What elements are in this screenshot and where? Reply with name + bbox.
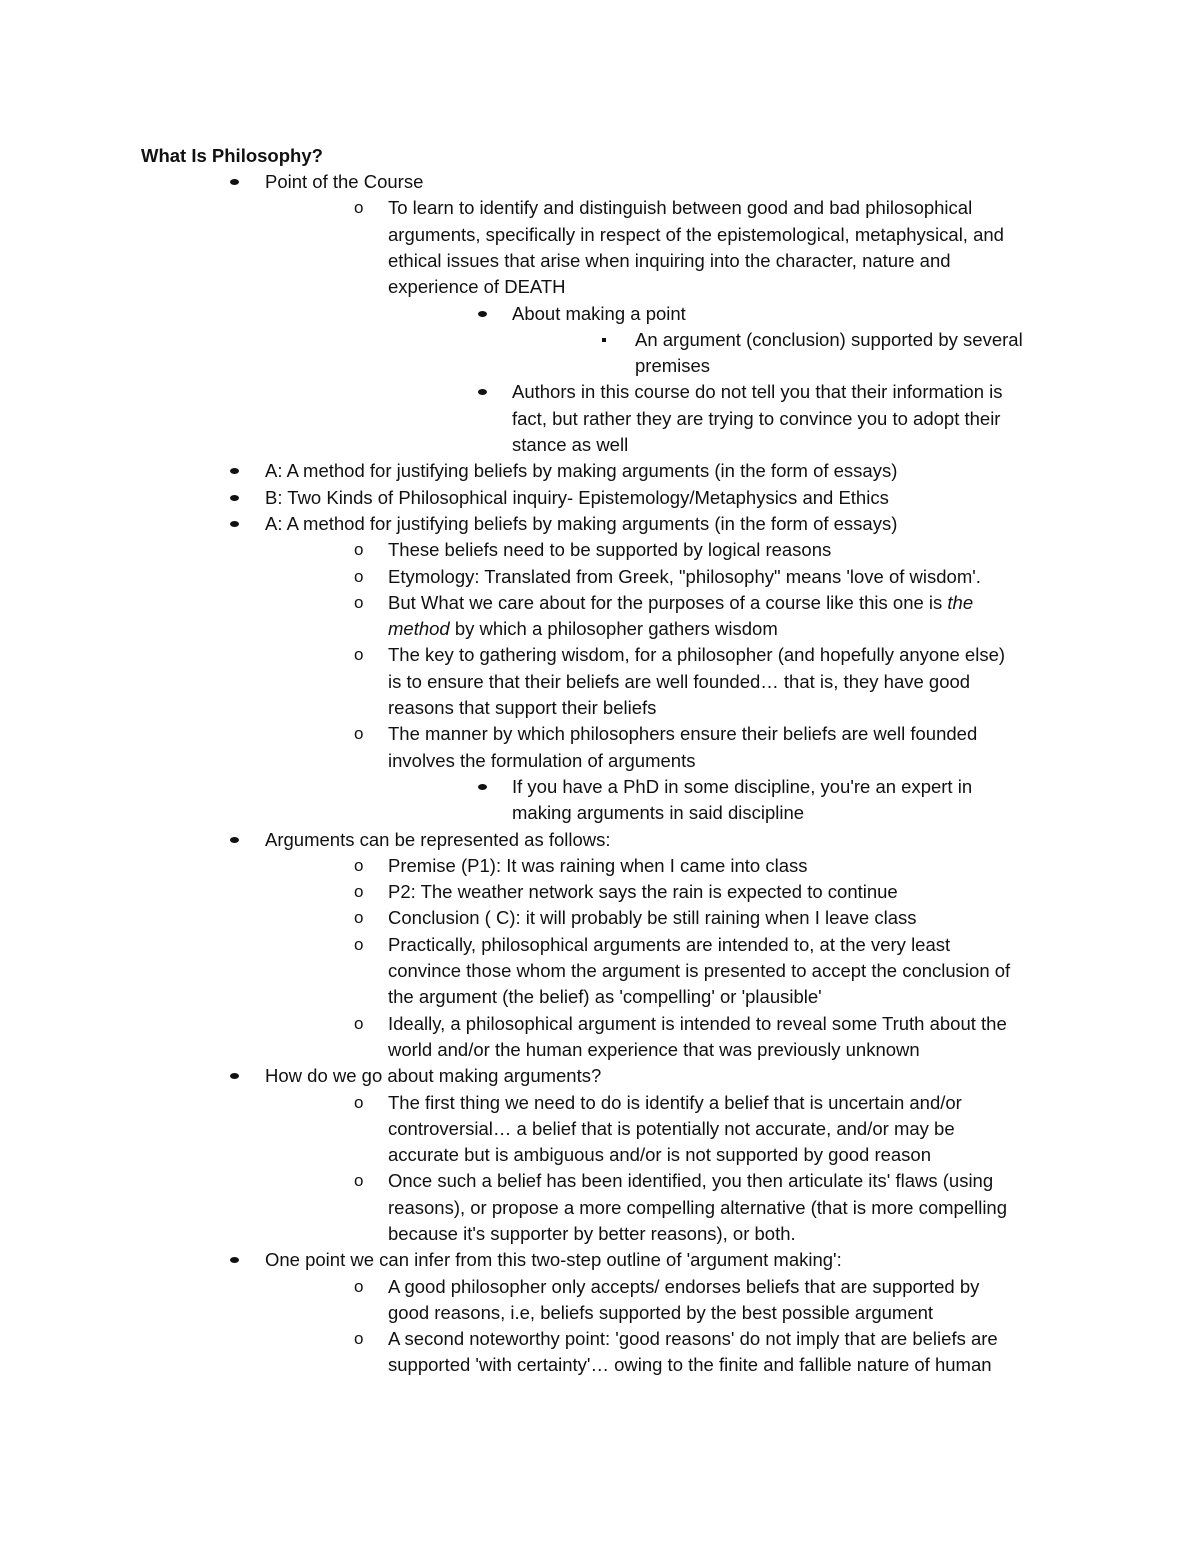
circle-bullet-icon: o xyxy=(354,724,364,744)
list-item-text: These beliefs need to be supported by logical reasons xyxy=(388,539,832,561)
circle-bullet-icon: o xyxy=(354,1092,364,1112)
circle-bullet-icon: o xyxy=(354,592,364,612)
list-item-text: A second noteworthy point: 'good reasons' do not imply that are beliefs are xyxy=(388,1328,998,1350)
dot-bullet-icon xyxy=(478,389,487,395)
list-item-text: method by which a philosopher gathers wisdom xyxy=(388,618,778,640)
list-item-text: supported 'with certainty'… owing to the finite and fallible nature of human xyxy=(388,1354,992,1376)
list-item-text: reasons that support their beliefs xyxy=(388,696,657,718)
page-title: What Is Philosophy? xyxy=(141,145,323,166)
list-item-text: A: A method for justifying beliefs by making arguments (in the form of essays) xyxy=(265,460,898,482)
list-item-text: The manner by which philosophers ensure their beliefs are well founded xyxy=(388,723,978,745)
circle-bullet-icon: o xyxy=(354,1276,364,1296)
list-item xyxy=(354,1090,962,1169)
list-item-text: involves the formulation of arguments xyxy=(388,749,696,771)
circle-bullet-icon: o xyxy=(354,855,364,875)
circle-bullet-icon: o xyxy=(354,1171,364,1191)
circle-bullet-icon: o xyxy=(354,566,364,586)
list-item-text: A: A method for justifying beliefs by making arguments (in the form of essays) xyxy=(265,512,898,534)
list-item-text: making arguments in said discipline xyxy=(512,802,805,824)
list-item-text: arguments, specifically in respect of the epistemological, metaphysical, and xyxy=(388,223,1004,245)
dot-bullet-icon xyxy=(230,495,239,501)
list-item xyxy=(635,327,1023,380)
dot-bullet-icon xyxy=(478,311,487,317)
list-item-text: If you have a PhD in some discipline, you're an expert in xyxy=(512,775,973,797)
list-item-text: The first thing we need to do is identify a belief that is uncertain and/or xyxy=(388,1091,962,1113)
list-item-text: Premise (P1): It was raining when I came into class xyxy=(388,854,808,876)
list-item-text: Once such a belief has been identified, you then articulate its' flaws (using xyxy=(388,1170,994,1192)
list-item xyxy=(354,537,832,563)
list-item xyxy=(265,1247,842,1273)
list-item xyxy=(265,511,897,537)
list-item xyxy=(265,458,897,484)
list-item xyxy=(354,1168,1008,1247)
list-item-text: To learn to identify and distinguish between good and bad philosophical xyxy=(388,197,973,219)
list-item-text: Arguments can be represented as follows: xyxy=(265,828,611,850)
list-item xyxy=(512,301,686,327)
list-item xyxy=(354,564,981,590)
list-item-text: convince those whom the argument is presented to accept the conclusion of xyxy=(388,959,1011,981)
list-item xyxy=(512,379,1003,458)
circle-bullet-icon: o xyxy=(354,540,364,560)
list-item xyxy=(354,721,978,774)
list-item-text: premises xyxy=(635,355,711,377)
list-item xyxy=(512,774,972,827)
list-item xyxy=(354,590,974,643)
list-item-text: stance as well xyxy=(512,433,629,455)
list-item-text: ethical issues that arise when inquiring into the character, nature and xyxy=(388,249,951,271)
list-item xyxy=(354,642,1006,721)
list-item-text: Ideally, a philosophical argument is intended to reveal some Truth about the xyxy=(388,1012,1007,1034)
circle-bullet-icon: o xyxy=(354,1329,364,1349)
list-item-text: An argument (conclusion) supported by several xyxy=(635,328,1023,350)
list-item-text: because it's supporter by better reasons), or both. xyxy=(388,1222,796,1244)
list-item xyxy=(354,1326,998,1379)
dot-bullet-icon xyxy=(230,837,239,843)
circle-bullet-icon: o xyxy=(354,882,364,902)
list-item xyxy=(354,853,808,879)
list-item-text: reasons), or propose a more compelling alternative (that is more compelling xyxy=(388,1196,1008,1218)
list-item-text: P2: The weather network says the rain is expected to continue xyxy=(388,881,898,903)
list-item xyxy=(354,932,1011,1011)
circle-bullet-icon: o xyxy=(354,645,364,665)
dot-bullet-icon xyxy=(230,468,239,474)
list-item-text: A good philosopher only accepts/ endorses beliefs that are supported by xyxy=(388,1275,980,1297)
list-item-text: How do we go about making arguments? xyxy=(265,1065,602,1087)
dot-bullet-icon xyxy=(230,179,239,185)
list-item xyxy=(265,485,889,511)
list-item-text: accurate but is ambiguous and/or is not supported by good reason xyxy=(388,1144,932,1166)
dot-bullet-icon xyxy=(230,521,239,527)
list-item-text: Authors in this course do not tell you that their information is xyxy=(512,381,1003,403)
list-item xyxy=(354,1274,980,1327)
list-item-text: B: Two Kinds of Philosophical inquiry- Epistemology/Metaphysics and Ethics xyxy=(265,486,889,508)
list-item-text: About making a point xyxy=(512,302,686,324)
list-item-text: The key to gathering wisdom, for a philosopher (and hopefully anyone else) xyxy=(388,644,1006,666)
circle-bullet-icon: o xyxy=(354,198,364,218)
dot-bullet-icon xyxy=(230,1257,239,1263)
list-item xyxy=(354,905,917,931)
list-item-text: Conclusion ( C): it will probably be still raining when I leave class xyxy=(388,907,917,929)
list-item-text: experience of DEATH xyxy=(388,276,566,298)
dot-bullet-icon xyxy=(478,784,487,790)
list-item-text: good reasons, i.e, beliefs supported by the best possible argument xyxy=(388,1301,934,1323)
list-item-text: is to ensure that their beliefs are well founded… that is, they have good xyxy=(388,670,971,692)
list-item-text: world and/or the human experience that was previously unknown xyxy=(388,1038,920,1060)
list-item-text: Practically, philosophical arguments are intended to, at the very least xyxy=(388,933,951,955)
circle-bullet-icon: o xyxy=(354,1013,364,1033)
list-item-text: the argument (the belief) as 'compelling' or 'plausible' xyxy=(388,986,822,1008)
list-item xyxy=(354,879,898,905)
list-item xyxy=(265,827,611,853)
list-item-text: One point we can infer from this two-step outline of 'argument making': xyxy=(265,1249,842,1271)
list-item xyxy=(354,1011,1007,1064)
circle-bullet-icon: o xyxy=(354,934,364,954)
circle-bullet-icon: o xyxy=(354,908,364,928)
list-item-text: fact, but rather they are trying to convince you to adopt their xyxy=(512,407,1001,429)
dot-bullet-icon xyxy=(230,1073,239,1079)
list-item-text: Point of the Course xyxy=(265,171,424,192)
list-item-text: But What we care about for the purposes of a course like this one is the xyxy=(388,591,974,613)
square-bullet-icon xyxy=(602,338,606,342)
list-item xyxy=(265,1063,601,1089)
list-item xyxy=(354,195,1004,300)
list-item-text: Etymology: Translated from Greek, "philosophy" means 'love of wisdom'. xyxy=(388,565,981,587)
list-item xyxy=(265,169,423,195)
list-item-text: controversial… a belief that is potentially not accurate, and/or may be xyxy=(388,1117,955,1139)
